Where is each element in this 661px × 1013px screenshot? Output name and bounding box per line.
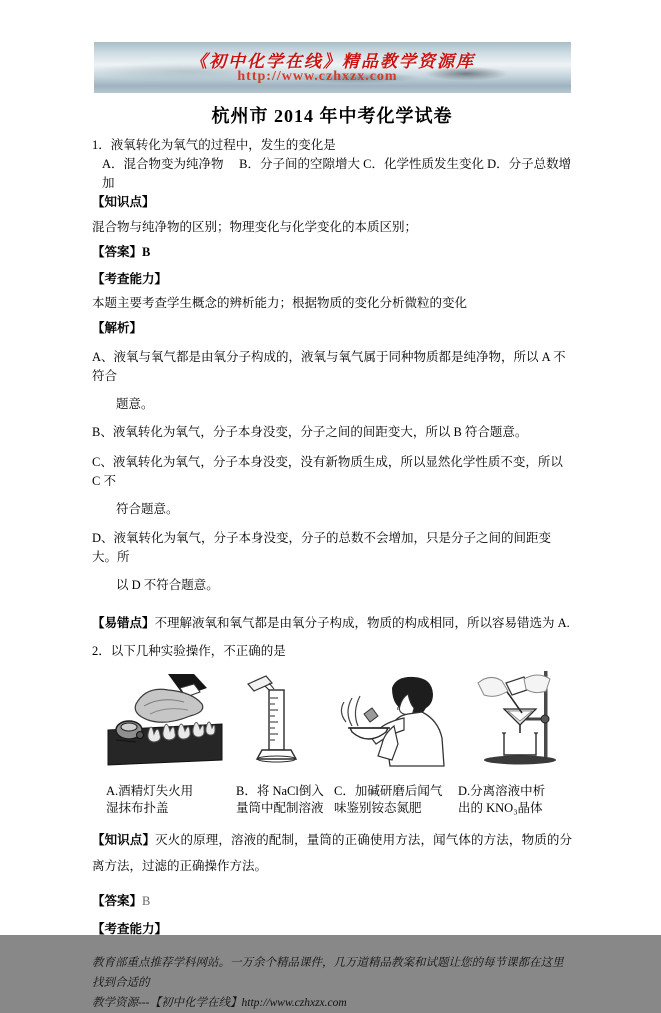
boy-smelling xyxy=(370,677,444,766)
answer-label: 【答案】 xyxy=(92,245,143,259)
hand-with-cloth xyxy=(135,674,207,722)
figure-option-b xyxy=(236,674,328,817)
knowledge-point-label-2: 【知识点】 xyxy=(92,833,156,847)
q1-knowledge-label xyxy=(92,193,572,212)
wet-cloth-over-fire-icon xyxy=(106,674,224,769)
site-banner xyxy=(94,42,571,93)
pour-into-graduated-cylinder-icon xyxy=(236,674,308,769)
q2-answer xyxy=(92,892,572,911)
q2-stem: 2．以下几种实验操作，不正确的是 xyxy=(92,644,286,658)
q1-analysis-d-line1: D、液氧转化为氧气，分子本身没变，分子的总数不会增加，只是分子之间的间距变大。所 xyxy=(92,531,552,564)
caption-d xyxy=(458,783,570,817)
footer-line2 xyxy=(92,993,572,1013)
q2-answer-value: B xyxy=(142,893,151,908)
caption-a-line2: 湿抹布扑盖 xyxy=(106,801,169,815)
q2-figures-row xyxy=(92,669,572,817)
q1-ability-label xyxy=(92,270,572,289)
q2-ability-label xyxy=(92,920,572,939)
caption-b-line1: B．将 NaCl倒入 xyxy=(236,784,324,798)
caption-d-line1: D.分离溶液中析 xyxy=(458,784,546,798)
q2-knowledge xyxy=(92,827,572,879)
q1-analysis-c-line1: C、液氧转化为氧气，分子本身没变，没有新物质生成，所以显然化学性质不变，所以 C 不 xyxy=(92,455,563,488)
figure-option-c xyxy=(334,674,456,817)
caption-b-line2: 量筒中配制溶液 xyxy=(236,801,324,815)
q1-analysis-b: B、液氧转化为氧气，分子本身没变，分子之间的间距变大，所以 B 符合题意。 xyxy=(92,425,528,439)
graduated-cylinder xyxy=(257,686,296,762)
pouring-beaker-and-rod xyxy=(478,675,550,713)
q1-answer xyxy=(92,243,572,262)
footer-line1: 教育部重点推荐学科网站。一万余个精品课件，几万道精品教案和试题让您的每节课都在这里找到合适的 xyxy=(92,956,564,989)
q1-knowledge-text: 混合物与纯净物的区别；物理变化与化学变化的本质区别； xyxy=(92,220,418,234)
caption-a xyxy=(106,783,228,817)
footer-line2-prefix: 教学资源---【初中化学在线】 xyxy=(92,996,242,1009)
page-footer xyxy=(92,953,572,1013)
q1-analysis-label xyxy=(92,319,572,338)
ability-label: 【考查能力】 xyxy=(92,272,168,286)
q1-mistake xyxy=(92,614,572,633)
q1-analysis-d-line2: 以 D 不符合题意。 xyxy=(116,578,219,592)
banner-site-name: 《初中化学在线》精品教学资源库 xyxy=(190,52,475,71)
caption-b xyxy=(236,783,328,817)
caption-d-line2: 出的 KNO₃晶体 xyxy=(458,801,543,815)
caption-c xyxy=(334,783,456,817)
page-title: 杭州市 2014 年中考化学试卷 xyxy=(211,106,453,126)
filtration-apparatus-icon xyxy=(458,669,566,769)
waft-motion-lines xyxy=(341,696,360,726)
ability-label-2: 【考查能力】 xyxy=(92,921,168,936)
q2-knowledge-text: 灭火的原理，溶液的配制，量筒的正确使用方法，闻气体的方法，物质的分离方法，过滤的正确操作方法。 xyxy=(92,833,572,873)
q1-analysis-a-line2: 题意。 xyxy=(116,397,154,411)
caption-c-line2: 味鉴别铵态氮肥 xyxy=(334,801,422,815)
analysis-label: 【解析】 xyxy=(92,321,143,335)
q1-stem: 1．液氧转化为氧气的过程中，发生的变化是 xyxy=(92,138,336,152)
receiving-beaker xyxy=(502,733,538,755)
knowledge-point-label: 【知识点】 xyxy=(92,195,155,209)
mistake-label: 【易错点】 xyxy=(92,616,155,630)
evaporating-dish xyxy=(348,708,390,739)
q1-analysis-c-line2: 符合题意。 xyxy=(116,502,179,516)
q1-options: A．混合物变为纯净物 B．分子间的空隙增大 C．化学性质发生变化 D．分子总数增加 xyxy=(102,157,572,190)
caption-a-line1: A.酒精灯失火用 xyxy=(106,784,194,798)
caption-c-line1: C．加碱研磨后闻气 xyxy=(334,784,443,798)
q1-ability-text: 本题主要考查学生概念的辨析能力；根据物质的变化分析微粒的变化 xyxy=(92,296,468,310)
q1-answer-value: B xyxy=(142,245,151,259)
q1-mistake-text: 不理解液氧和氧气都是由氧分子构成，物质的构成相同，所以容易错选为 A. xyxy=(154,616,570,630)
footer-site-url[interactable]: http://www.czhxzx.com xyxy=(241,996,347,1009)
answer-label-2: 【答案】 xyxy=(92,893,143,908)
figure-option-a xyxy=(106,674,228,817)
waft-smell-from-dish-icon xyxy=(334,674,452,769)
figure-option-d xyxy=(458,669,570,817)
banner-site-url[interactable]: http://www.czhxzx.com xyxy=(237,69,398,84)
q1-analysis-a-line1: A、液氧与氧气都是由氧分子构成的，液氧与氧气属于同种物质都是纯净物，所以 A 不符合 xyxy=(92,350,566,383)
funnel xyxy=(504,709,536,735)
